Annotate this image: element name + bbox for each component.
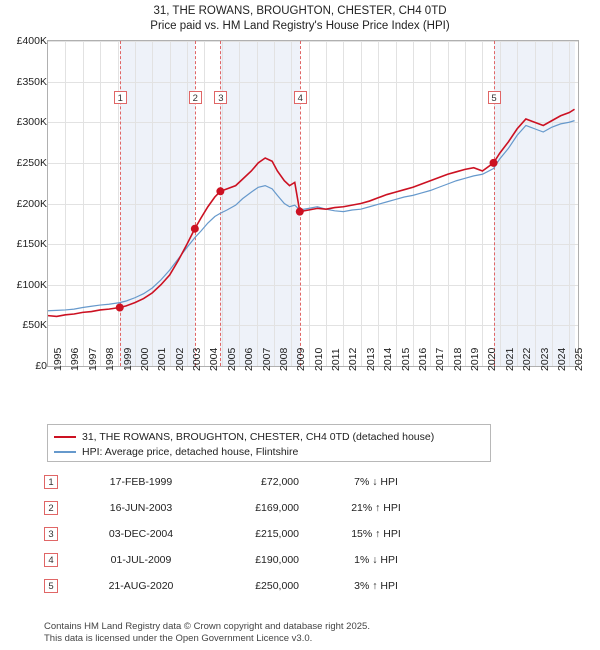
y-tick-label: £250K bbox=[16, 156, 47, 169]
row-price: £250,000 bbox=[255, 580, 299, 592]
event-marker bbox=[191, 225, 199, 233]
event-marker bbox=[216, 187, 224, 195]
row-hpi-delta: 7% ↓ HPI bbox=[354, 476, 398, 488]
y-tick-label: £150K bbox=[16, 238, 47, 251]
x-tick-label: 1997 bbox=[86, 347, 99, 371]
x-tick-label: 2024 bbox=[555, 347, 568, 371]
x-tick-label: 2020 bbox=[486, 347, 499, 371]
table-row bbox=[41, 522, 511, 548]
x-tick-label: 1996 bbox=[69, 347, 82, 371]
y-tick-label: £300K bbox=[16, 116, 47, 129]
table-row bbox=[41, 496, 511, 522]
x-tick-label: 2003 bbox=[191, 347, 204, 371]
series-line bbox=[48, 109, 575, 316]
table-row bbox=[41, 470, 511, 496]
table-row bbox=[41, 548, 511, 574]
row-price: £190,000 bbox=[255, 554, 299, 566]
row-price: £72,000 bbox=[261, 476, 299, 488]
x-tick-label: 2006 bbox=[243, 347, 256, 371]
y-tick-label: £350K bbox=[16, 75, 47, 88]
row-price: £215,000 bbox=[255, 528, 299, 540]
row-date: 17-FEB-1999 bbox=[109, 476, 173, 488]
row-number-box: 3 bbox=[44, 527, 58, 541]
event-number-box: 2 bbox=[189, 91, 202, 104]
x-tick-label: 2022 bbox=[521, 347, 534, 371]
x-tick-label: 2002 bbox=[173, 347, 186, 371]
event-number-box: 4 bbox=[294, 91, 307, 104]
sales-table bbox=[41, 470, 511, 600]
series-lines bbox=[48, 41, 578, 366]
footer-line-2: This data is licensed under the Open Government Licence v3.0. bbox=[44, 633, 313, 644]
chart-legend bbox=[47, 424, 491, 462]
series-line bbox=[48, 121, 575, 311]
row-date: 03-DEC-2004 bbox=[108, 528, 174, 540]
x-tick-label: 2017 bbox=[434, 347, 447, 371]
plot-area bbox=[47, 40, 579, 367]
x-tick-label: 2007 bbox=[260, 347, 273, 371]
event-marker bbox=[490, 159, 498, 167]
x-tick-label: 2001 bbox=[156, 347, 169, 371]
page-title: 31, THE ROWANS, BROUGHTON, CHESTER, CH4 0TD bbox=[153, 5, 447, 17]
x-tick-label: 2016 bbox=[416, 347, 429, 371]
x-tick-label: 2008 bbox=[277, 347, 290, 371]
footer-line-1: Contains HM Land Registry data © Crown copyright and database right 2025. bbox=[44, 621, 370, 632]
row-date: 01-JUL-2009 bbox=[110, 554, 172, 566]
y-tick-label: £100K bbox=[16, 278, 47, 291]
x-tick-label: 2015 bbox=[399, 347, 412, 371]
event-number-box: 5 bbox=[488, 91, 501, 104]
y-tick-label: £0 bbox=[35, 360, 47, 372]
row-price: £169,000 bbox=[255, 502, 299, 514]
event-number-box: 1 bbox=[114, 91, 127, 104]
legend-label: HPI: Average price, detached house, Flintshire bbox=[82, 446, 299, 458]
y-tick-label: £50K bbox=[22, 319, 47, 332]
x-tick-label: 2004 bbox=[208, 347, 221, 371]
table-row bbox=[41, 574, 511, 600]
legend-label: 31, THE ROWANS, BROUGHTON, CHESTER, CH4 0TD (detached house) bbox=[82, 431, 435, 443]
row-hpi-delta: 15% ↑ HPI bbox=[351, 528, 401, 540]
page-subtitle: Price paid vs. HM Land Registry's House Price Index (HPI) bbox=[150, 20, 450, 32]
event-marker bbox=[296, 208, 304, 216]
row-number-box: 1 bbox=[44, 475, 58, 489]
x-tick-label: 1999 bbox=[121, 347, 134, 371]
x-tick-label: 2005 bbox=[225, 347, 238, 371]
row-hpi-delta: 1% ↓ HPI bbox=[354, 554, 398, 566]
x-tick-label: 2023 bbox=[538, 347, 551, 371]
x-tick-label: 2011 bbox=[330, 348, 343, 371]
legend-item bbox=[54, 445, 484, 459]
row-number-box: 5 bbox=[44, 579, 58, 593]
legend-color-swatch bbox=[54, 436, 76, 438]
event-marker bbox=[116, 304, 124, 312]
x-tick-label: 2014 bbox=[382, 347, 395, 371]
row-date: 21-AUG-2020 bbox=[108, 580, 174, 592]
x-tick-label: 2009 bbox=[295, 347, 308, 371]
row-hpi-delta: 3% ↑ HPI bbox=[354, 580, 398, 592]
x-tick-label: 2018 bbox=[451, 347, 464, 371]
y-tick-label: £200K bbox=[16, 197, 47, 210]
legend-color-swatch bbox=[54, 451, 76, 453]
x-tick-label: 2019 bbox=[469, 347, 482, 371]
y-tick-label: £400K bbox=[16, 35, 47, 47]
x-tick-label: 2012 bbox=[347, 347, 360, 371]
row-number-box: 4 bbox=[44, 553, 58, 567]
row-date: 16-JUN-2003 bbox=[109, 502, 173, 514]
x-tick-label: 2010 bbox=[312, 347, 325, 371]
x-tick-label: 1995 bbox=[52, 347, 64, 371]
x-tick-label: 1998 bbox=[104, 347, 117, 371]
row-number-box: 2 bbox=[44, 501, 58, 515]
x-tick-label: 2021 bbox=[503, 347, 516, 371]
row-hpi-delta: 21% ↑ HPI bbox=[351, 502, 401, 514]
event-number-box: 3 bbox=[214, 91, 227, 104]
footer bbox=[44, 621, 584, 645]
x-tick-label: 2013 bbox=[364, 347, 377, 371]
legend-item bbox=[54, 430, 484, 444]
x-tick-label: 2000 bbox=[138, 347, 151, 371]
x-tick-label: 2025 bbox=[573, 347, 586, 371]
